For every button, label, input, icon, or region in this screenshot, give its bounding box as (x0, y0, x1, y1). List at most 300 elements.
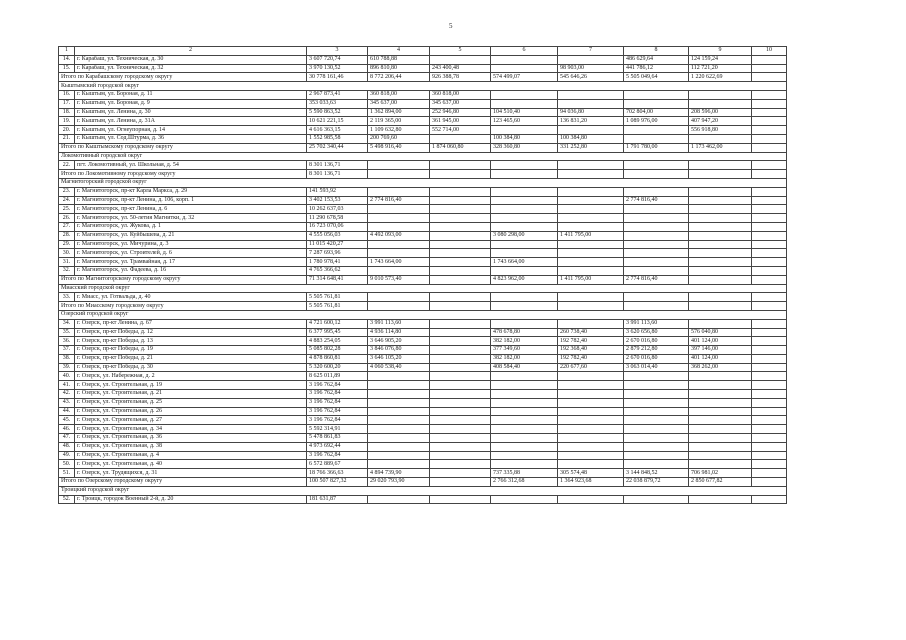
amount-cell (624, 390, 689, 399)
amount-cell (558, 161, 624, 170)
amount-cell (689, 187, 752, 196)
amount-cell (368, 398, 430, 407)
amount-cell (430, 363, 491, 372)
amount-cell (624, 407, 689, 416)
amount-cell: 2 879 212,80 (624, 346, 689, 355)
total-label: Итого по Озерскому городскому округу (59, 478, 307, 487)
amount-cell: 3 846 076,80 (368, 346, 430, 355)
amount-cell (558, 222, 624, 231)
amount-cell: 3 607 720,74 (307, 55, 368, 64)
table-row (59, 266, 787, 275)
address-cell: г. Магнитогорск, пр-кт Карла Маркса, д. 29 (75, 187, 307, 196)
amount-cell: 11 015 420,27 (307, 240, 368, 249)
amount-cell (624, 302, 689, 311)
address-cell: г. Озерск, пр-кт Ленина, д. 67 (75, 319, 307, 328)
amount-cell: 208 596,00 (689, 108, 752, 117)
amount-cell: 4 492 093,00 (368, 231, 430, 240)
table-row (59, 416, 787, 425)
amount-cell (752, 407, 787, 416)
amount-cell (491, 249, 558, 258)
amount-cell (430, 434, 491, 443)
amount-cell: 345 637,00 (368, 99, 430, 108)
amount-cell (430, 425, 491, 434)
amount-cell (752, 372, 787, 381)
address-cell: г. Магнитогорск, пр-кт Ленина, д. 106, корп. 1 (75, 196, 307, 205)
amount-cell: 100 507 827,32 (307, 478, 368, 487)
total-label: Итого по Миасскому городскому округу (59, 302, 307, 311)
amount-cell (558, 319, 624, 328)
amount-cell (491, 126, 558, 135)
amount-cell: 11 290 678,58 (307, 214, 368, 223)
amount-cell (491, 187, 558, 196)
row-number: 52. (59, 495, 75, 504)
amount-cell: 252 946,80 (430, 108, 491, 117)
amount-cell (558, 99, 624, 108)
amount-cell: 192 782,40 (558, 354, 624, 363)
amount-cell: 401 124,00 (689, 337, 752, 346)
address-cell: г. Троицк, городок Военный 2-й, д. 20 (75, 495, 307, 504)
amount-cell: 16 723 070,06 (307, 222, 368, 231)
amount-cell (368, 442, 430, 451)
capital-repair-table (58, 46, 787, 504)
amount-cell (624, 231, 689, 240)
amount-cell (491, 451, 558, 460)
amount-cell: 5 505 761,81 (307, 302, 368, 311)
total-row (59, 302, 787, 311)
amount-cell (491, 161, 558, 170)
amount-cell (624, 222, 689, 231)
amount-cell (624, 90, 689, 99)
amount-cell (752, 55, 787, 64)
amount-cell: 331 252,80 (558, 143, 624, 152)
section-row (59, 178, 787, 187)
amount-cell (689, 442, 752, 451)
amount-cell: 1 411 795,00 (558, 231, 624, 240)
amount-cell: 3 620 656,80 (624, 328, 689, 337)
amount-cell (558, 302, 624, 311)
amount-cell (430, 170, 491, 179)
column-number-row (59, 47, 787, 56)
amount-cell (689, 214, 752, 223)
address-cell: г. Кыштым, ул. Бороная, д. 11 (75, 90, 307, 99)
amount-cell: 71 314 648,41 (307, 275, 368, 284)
row-number: 34. (59, 319, 75, 328)
total-row (59, 143, 787, 152)
amount-cell: 104 510,40 (491, 108, 558, 117)
row-number: 22. (59, 161, 75, 170)
amount-cell: 4 823 962,00 (491, 275, 558, 284)
amount-cell: 8 301 136,71 (307, 161, 368, 170)
table-row (59, 363, 787, 372)
amount-cell: 896 810,80 (368, 64, 430, 73)
amount-cell (752, 258, 787, 267)
table-row (59, 398, 787, 407)
table-row (59, 240, 787, 249)
amount-cell (491, 170, 558, 179)
amount-cell: 3 196 762,84 (307, 390, 368, 399)
row-number: 18. (59, 108, 75, 117)
amount-cell (491, 319, 558, 328)
table-row (59, 442, 787, 451)
page-number: 5 (449, 22, 453, 30)
address-cell: г. Магнитогорск, ул. Куйбышева, д. 21 (75, 231, 307, 240)
amount-cell (752, 134, 787, 143)
section-row (59, 82, 787, 91)
amount-cell: 3 991 113,60 (368, 319, 430, 328)
table-row (59, 108, 787, 117)
amount-cell (491, 442, 558, 451)
column-number-cell: 2 (75, 47, 307, 56)
amount-cell (624, 293, 689, 302)
amount-cell (752, 222, 787, 231)
amount-cell: 360 818,00 (430, 90, 491, 99)
amount-cell (624, 398, 689, 407)
amount-cell: 545 646,26 (558, 73, 624, 82)
address-cell: г. Озерск, пр-кт Победы, д. 30 (75, 363, 307, 372)
amount-cell: 574 499,07 (491, 73, 558, 82)
amount-cell (491, 214, 558, 223)
amount-cell: 5 320 600,20 (307, 363, 368, 372)
amount-cell (368, 407, 430, 416)
address-cell: г. Озерск, ул. Строительная, д. 34 (75, 425, 307, 434)
amount-cell (491, 90, 558, 99)
amount-cell (430, 214, 491, 223)
table-row (59, 495, 787, 504)
amount-cell (558, 407, 624, 416)
amount-cell (430, 222, 491, 231)
address-cell: пгт. Локомотивный, ул. Школьная, д. 54 (75, 161, 307, 170)
amount-cell (752, 90, 787, 99)
row-number: 35. (59, 328, 75, 337)
amount-cell (430, 161, 491, 170)
amount-cell: 200 769,60 (368, 134, 430, 143)
amount-cell: 3 991 113,60 (624, 319, 689, 328)
amount-cell (624, 266, 689, 275)
amount-cell: 4 721 600,12 (307, 319, 368, 328)
amount-cell: 10 621 221,15 (307, 117, 368, 126)
amount-cell (430, 442, 491, 451)
amount-cell: 1 109 632,80 (368, 126, 430, 135)
amount-cell (491, 372, 558, 381)
amount-cell (624, 99, 689, 108)
amount-cell (368, 161, 430, 170)
amount-cell: 22 038 879,72 (624, 478, 689, 487)
row-number: 21. (59, 134, 75, 143)
amount-cell (752, 469, 787, 478)
amount-cell: 2 766 312,68 (491, 478, 558, 487)
amount-cell: 556 918,80 (689, 126, 752, 135)
address-cell: г. Озерск, ул. Строительная, д. 25 (75, 398, 307, 407)
table-row (59, 249, 787, 258)
amount-cell: 2 967 873,41 (307, 90, 368, 99)
amount-cell (368, 205, 430, 214)
amount-cell (624, 442, 689, 451)
amount-cell: 220 677,60 (558, 363, 624, 372)
amount-cell: 4 616 363,15 (307, 126, 368, 135)
amount-cell (491, 398, 558, 407)
amount-cell (689, 99, 752, 108)
amount-cell (368, 249, 430, 258)
amount-cell (752, 346, 787, 355)
table-row (59, 434, 787, 443)
amount-cell (689, 134, 752, 143)
table-row (59, 134, 787, 143)
amount-cell: 407 947,20 (689, 117, 752, 126)
amount-cell (689, 398, 752, 407)
amount-cell (430, 196, 491, 205)
address-cell: г. Карабаш, ул. Техническая, д. 30 (75, 55, 307, 64)
amount-cell (368, 293, 430, 302)
amount-cell (752, 363, 787, 372)
section-title: Троицкий городской округ (59, 486, 787, 495)
amount-cell: 3 196 762,84 (307, 398, 368, 407)
amount-cell: 5 085 802,28 (307, 346, 368, 355)
row-number: 31. (59, 258, 75, 267)
row-number: 25. (59, 205, 75, 214)
amount-cell: 141 593,92 (307, 187, 368, 196)
amount-cell (558, 416, 624, 425)
amount-cell: 1 362 894,00 (368, 108, 430, 117)
row-number: 19. (59, 117, 75, 126)
amount-cell (430, 302, 491, 311)
amount-cell (752, 416, 787, 425)
amount-cell (430, 187, 491, 196)
table-row (59, 126, 787, 135)
amount-cell (558, 214, 624, 223)
amount-cell (689, 319, 752, 328)
amount-cell: 3 402 153,53 (307, 196, 368, 205)
row-number: 15. (59, 64, 75, 73)
table-row (59, 407, 787, 416)
total-label: Итого по Кыштымскому городскому округу (59, 143, 307, 152)
amount-cell: 5 505 761,81 (307, 293, 368, 302)
amount-cell (430, 134, 491, 143)
amount-cell: 1 874 060,80 (430, 143, 491, 152)
amount-cell (558, 55, 624, 64)
amount-cell (689, 196, 752, 205)
amount-cell (368, 416, 430, 425)
amount-cell (491, 434, 558, 443)
amount-cell: 3 646 905,20 (368, 337, 430, 346)
section-row (59, 284, 787, 293)
amount-cell (368, 425, 430, 434)
amount-cell (624, 170, 689, 179)
amount-cell (689, 390, 752, 399)
amount-cell: 1 552 985,58 (307, 134, 368, 143)
table-row (59, 187, 787, 196)
address-cell: г. Озерск, ул. Строительная, д. 26 (75, 407, 307, 416)
amount-cell (491, 266, 558, 275)
column-number-cell: 6 (491, 47, 558, 56)
amount-cell (558, 258, 624, 267)
amount-cell (752, 108, 787, 117)
amount-cell (624, 134, 689, 143)
amount-cell (689, 231, 752, 240)
address-cell: г. Карабаш, ул. Техническая, д. 32 (75, 64, 307, 73)
amount-cell (752, 170, 787, 179)
row-number: 26. (59, 214, 75, 223)
amount-cell (689, 372, 752, 381)
amount-cell: 8 772 206,44 (368, 73, 430, 82)
amount-cell (430, 495, 491, 504)
table-row (59, 460, 787, 469)
row-number: 41. (59, 381, 75, 390)
amount-cell (752, 354, 787, 363)
address-cell: г. Кыштым, ул. Огнеупорная, д. 14 (75, 126, 307, 135)
amount-cell (558, 240, 624, 249)
amount-cell: 243 400,48 (430, 64, 491, 73)
table-body (59, 47, 787, 504)
amount-cell (368, 372, 430, 381)
table-row (59, 99, 787, 108)
row-number: 14. (59, 55, 75, 64)
amount-cell (368, 460, 430, 469)
amount-cell: 4 894 739,90 (368, 469, 430, 478)
address-cell: г. Озерск, ул. Строительная, д. 27 (75, 416, 307, 425)
amount-cell: 4 973 692,44 (307, 442, 368, 451)
amount-cell (752, 293, 787, 302)
total-label: Итого по Магнитогорскому городскому округу (59, 275, 307, 284)
table-row (59, 293, 787, 302)
amount-cell: 2 670 016,80 (624, 354, 689, 363)
amount-cell: 10 262 637,03 (307, 205, 368, 214)
amount-cell (752, 231, 787, 240)
amount-cell (689, 161, 752, 170)
amount-cell (558, 434, 624, 443)
amount-cell (624, 249, 689, 258)
amount-cell (752, 64, 787, 73)
amount-cell: 4 883 254,05 (307, 337, 368, 346)
amount-cell (689, 222, 752, 231)
amount-cell (558, 293, 624, 302)
amount-cell: 4 878 860,81 (307, 354, 368, 363)
amount-cell (430, 469, 491, 478)
address-cell: г. Озерск, ул. Трудящихся, д. 31 (75, 469, 307, 478)
amount-cell (558, 266, 624, 275)
amount-cell (752, 99, 787, 108)
amount-cell (752, 337, 787, 346)
amount-cell (689, 205, 752, 214)
amount-cell (491, 196, 558, 205)
amount-cell: 2 119 365,00 (368, 117, 430, 126)
amount-cell (752, 161, 787, 170)
amount-cell (689, 451, 752, 460)
amount-cell (689, 425, 752, 434)
section-row (59, 486, 787, 495)
amount-cell (368, 266, 430, 275)
amount-cell (752, 143, 787, 152)
amount-cell (752, 442, 787, 451)
amount-cell: 29 020 793,90 (368, 478, 430, 487)
amount-cell (752, 196, 787, 205)
amount-cell (689, 170, 752, 179)
amount-cell (430, 416, 491, 425)
table-row (59, 328, 787, 337)
amount-cell: 6 377 995,45 (307, 328, 368, 337)
column-number-cell: 1 (59, 47, 75, 56)
amount-cell: 192 782,40 (558, 337, 624, 346)
amount-cell: 136 831,20 (558, 117, 624, 126)
column-number-cell: 10 (752, 47, 787, 56)
amount-cell (430, 337, 491, 346)
amount-cell: 382 182,00 (491, 337, 558, 346)
amount-cell (558, 170, 624, 179)
table-row (59, 214, 787, 223)
amount-cell (558, 249, 624, 258)
amount-cell: 5 498 916,40 (368, 143, 430, 152)
amount-cell (430, 372, 491, 381)
table-row (59, 390, 787, 399)
table-row (59, 372, 787, 381)
amount-cell (752, 495, 787, 504)
address-cell: г. Озерск, пр-кт Победы, д. 13 (75, 337, 307, 346)
amount-cell (752, 451, 787, 460)
amount-cell (558, 451, 624, 460)
row-number: 28. (59, 231, 75, 240)
amount-cell (430, 398, 491, 407)
amount-cell (624, 205, 689, 214)
row-number: 43. (59, 398, 75, 407)
table-row (59, 425, 787, 434)
row-number: 47. (59, 434, 75, 443)
amount-cell (689, 416, 752, 425)
amount-cell (430, 249, 491, 258)
amount-cell (689, 240, 752, 249)
amount-cell (689, 266, 752, 275)
amount-cell (624, 214, 689, 223)
amount-cell: 1 411 795,00 (558, 275, 624, 284)
amount-cell (689, 275, 752, 284)
row-number: 36. (59, 337, 75, 346)
amount-cell: 94 036,80 (558, 108, 624, 117)
amount-cell (430, 55, 491, 64)
amount-cell (368, 302, 430, 311)
address-cell: г. Кыштым, ул. Ленина, д. 31А (75, 117, 307, 126)
amount-cell: 706 981,02 (689, 469, 752, 478)
address-cell: г. Магнитогорск, ул. Трамвайная, д. 17 (75, 258, 307, 267)
amount-cell: 3 196 762,84 (307, 381, 368, 390)
amount-cell: 486 629,64 (624, 55, 689, 64)
amount-cell (491, 99, 558, 108)
amount-cell (752, 205, 787, 214)
amount-cell (491, 416, 558, 425)
amount-cell (368, 434, 430, 443)
address-cell: г. Озерск, пр-кт Победы, д. 12 (75, 328, 307, 337)
section-title: Миасский городской округ (59, 284, 787, 293)
amount-cell (624, 126, 689, 135)
row-number: 40. (59, 372, 75, 381)
amount-cell: 2 850 677,82 (689, 478, 752, 487)
amount-cell (368, 495, 430, 504)
amount-cell (624, 240, 689, 249)
amount-cell: 3 063 014,40 (624, 363, 689, 372)
amount-cell: 192 368,40 (558, 346, 624, 355)
amount-cell: 576 040,80 (689, 328, 752, 337)
amount-cell (689, 434, 752, 443)
address-cell: г. Магнитогорск, ул. Строителей, д. 6 (75, 249, 307, 258)
amount-cell: 408 584,40 (491, 363, 558, 372)
amount-cell (752, 390, 787, 399)
amount-cell: 112 721,20 (689, 64, 752, 73)
amount-cell: 100 384,80 (558, 134, 624, 143)
row-number: 17. (59, 99, 75, 108)
column-number-cell: 7 (558, 47, 624, 56)
address-cell: г. Магнитогорск, ул. 50-летия Магнитки, д. 32 (75, 214, 307, 223)
amount-cell: 4 765 366,62 (307, 266, 368, 275)
row-number: 39. (59, 363, 75, 372)
amount-cell (752, 266, 787, 275)
amount-cell: 926 388,78 (430, 73, 491, 82)
